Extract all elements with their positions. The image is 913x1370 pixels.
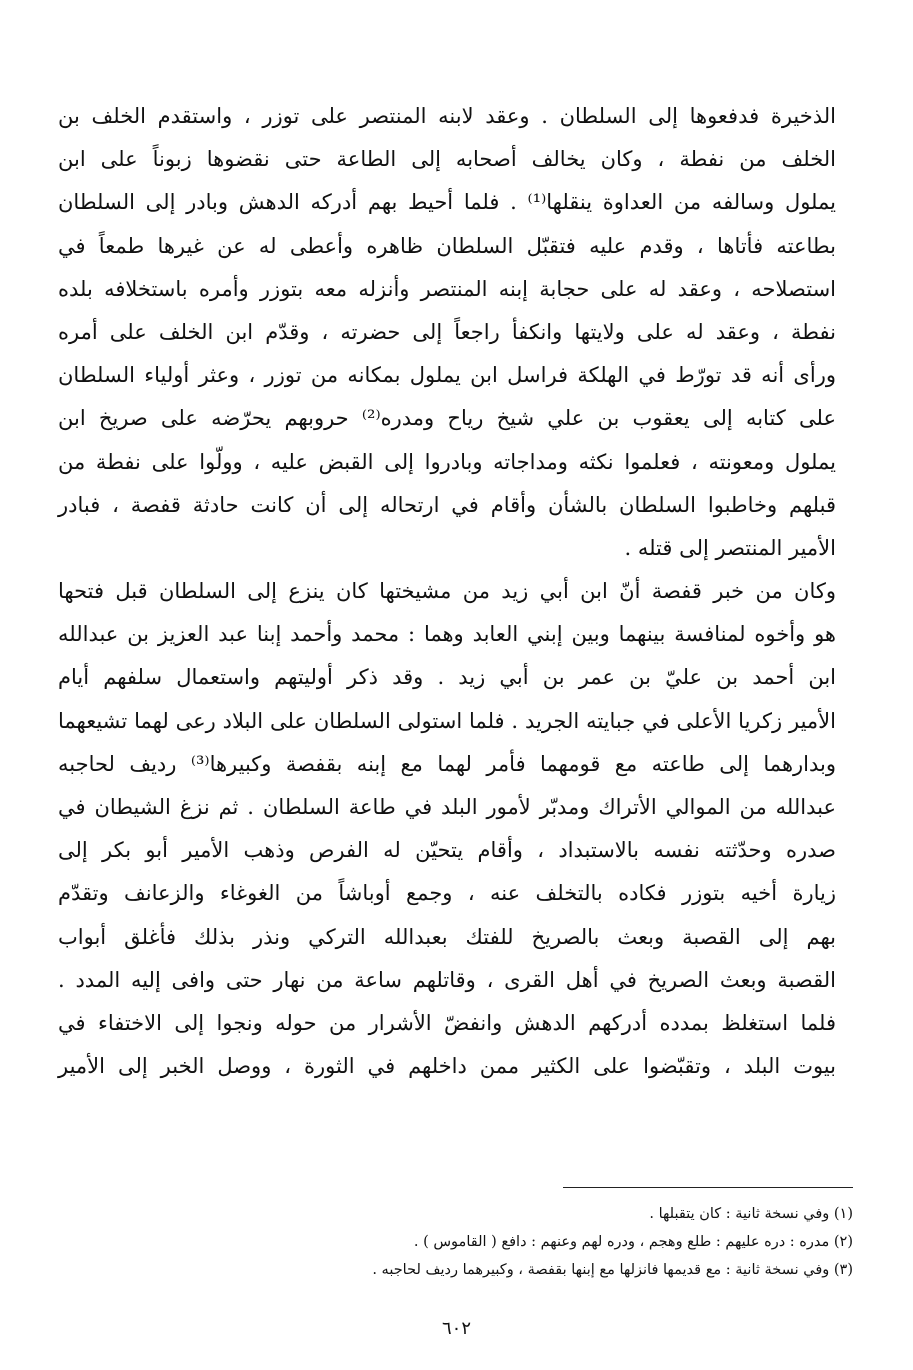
text-line: القصبة وبعث الصريخ في أهل القرى ، وقاتلهم ساعة من نهار حتى وافى إليه المدد . [58, 967, 836, 992]
text-line: فلما استغلظ بمدده أدركهم الدهش وانفضّ الأشرار من حوله ونجوا إلى الاختفاء في [58, 1010, 836, 1035]
footnote-3: (٣) وفي نسخة ثانية : مع قديمها فانزلها مع إبنها بقفصة ، وكبيرهما رديف لحاجبه . [372, 1262, 853, 1278]
text-line: هو وأخوه لمنافسة بينهما وبين إبني العابد وهما : محمد وأحمد إبنا عبد العزيز بن عبدالله [58, 622, 836, 647]
text-line: استصلاحه ، وعقد له على حجابة إبنه المنتصر وأنزله معه بتوزر وأمره باستخلافه بلده [58, 276, 836, 301]
text-line: عبدالله من الموالي الأتراك ومدبّر لأمور البلد في طاعة السلطان . ثم نزغ الشيطان في [58, 795, 836, 819]
footnote-1: (١) وفي نسخة ثانية : كان يتقبلها . [649, 1206, 853, 1222]
text-line: الخلف من نفطة ، وكان يخالف أصحابه إلى الطاعة حتى نقضوها زبوناً على ابن [58, 147, 836, 172]
text-line: قبلهم وخاطبوا السلطان بالشأن وأقام في ارتحاله إلى أن كانت حادثة قفصة ، فبادر [58, 492, 836, 517]
text-line: بيوت البلد ، وتقبّضوا على الكثير ممن داخلهم في الثورة ، ووصل الخبر إلى الأمير [58, 1054, 836, 1079]
main-text-block [58, 95, 836, 1088]
footnote-2: (٢) مدره : دره عليهم : طلع وهجم ، ودره لهم وعنهم : دافع ( القاموس ) . [413, 1234, 853, 1250]
paragraph-start-line: وكان من خبر قفصة أنّ ابن أبي زيد من مشيختها كان ينزع إلى السلطان قبل فتحها [58, 579, 836, 604]
text-line: الذخيرة فدفعوها إلى السلطان . وعقد لابنه المنتصر على توزر ، واستقدم الخلف بن [58, 104, 836, 128]
paragraph-end-line: الأمير المنتصر إلى قتله . [624, 535, 836, 560]
text-line: الأمير زكريا الأعلى في جبايته الجريد . فلما استولى السلطان على البلاد رعى لهما تشيعهما [58, 708, 836, 733]
text-line: على كتابه إلى يعقوب بن علي شيخ رياح ومدره⁽²⁾ حروبهم يحرّضه على صريخ ابن [58, 406, 836, 431]
footnote-divider [563, 1187, 853, 1188]
text-line: صدره وحدّثته نفسه بالاستبداد ، وأقام يتحيّن له الفرص وذهب الأمير أبو بكر إلى [58, 838, 836, 863]
text-line: ورأى أنه قد تورّط في الهلكة فراسل ابن يملول بمكانه من توزر ، وعثر أولياء السلطان [58, 363, 836, 388]
text-line: يملول وسالفه من العداوة ينقلها⁽¹⁾ . فلما أحيط بهم أدركه الدهش وبادر إلى السلطان [58, 190, 836, 215]
text-line: نفطة ، وعقد له على ولايتها وانكفأ راجعاً إلى حضرته ، وقدّم ابن الخلف على أمره [58, 319, 836, 344]
text-line: زيارة أخيه بتوزر فكاده بالتخلف عنه ، وجمع أوباشاً من الغوغاء والزعانف وتقدّم [58, 881, 836, 906]
text-line: يملول ومعونته ، فعلموا نكثه ومداجاته وبادروا إلى القبض عليه ، وولّوا على نفطة من [58, 449, 836, 474]
text-line: بهم إلى القصبة وبعث بالصريخ للفتك بعبدالله التركي ونذر بذلك فأغلق أبواب [58, 924, 836, 949]
text-line: ابن أحمد بن عليّ بن عمر بن أبي زيد . وقد ذكر أوليتهم واستعمال سلفهم أيام [58, 665, 836, 690]
page-number: ٦٠٢ [441, 1318, 471, 1339]
text-line: بطاعته فأتاها ، وقدم عليه فتقبّل السلطان ظاهره وأعطى له عن غيرها طمعاً في [58, 233, 836, 258]
footnotes-block [153, 1200, 853, 1284]
text-line: وبدارهما إلى طاعته مع قومهما فأمر لهما مع إبنه بقفصة وكبيرها⁽³⁾ رديف لحاجبه [58, 751, 836, 776]
